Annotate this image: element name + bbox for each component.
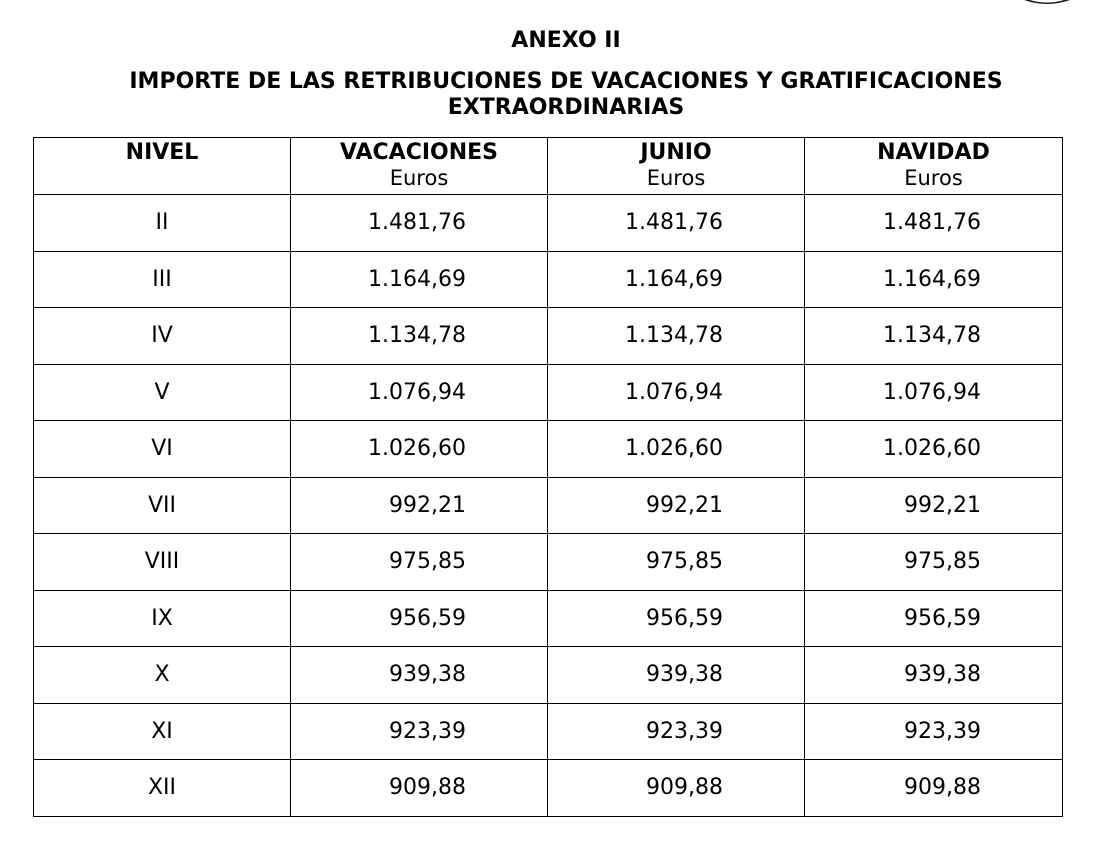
cell-level: III (34, 251, 291, 308)
table-row (34, 590, 1063, 647)
cell-junio: 1.164,69 (548, 251, 805, 308)
cell-vacaciones: 1.026,60 (291, 421, 548, 478)
cell-level: IX (34, 590, 291, 647)
cell-level: X (34, 647, 291, 704)
cell-junio: 909,88 (548, 760, 805, 817)
cell-vacaciones: 992,21 (291, 477, 548, 534)
header-unit: Euros (646, 166, 706, 190)
header-title: NIVEL (125, 140, 199, 165)
header-title: JUNIO (640, 140, 712, 165)
salary-table (33, 137, 1063, 817)
cell-level: II (34, 195, 291, 252)
cell-navidad: 939,38 (805, 647, 1063, 704)
header-junio (548, 138, 805, 195)
cell-navidad: 1.481,76 (805, 195, 1063, 252)
header-unit: Euros (389, 166, 449, 190)
cell-vacaciones: 909,88 (291, 760, 548, 817)
table-row (34, 421, 1063, 478)
cell-junio: 956,59 (548, 590, 805, 647)
header-nivel (34, 138, 291, 195)
table-row (34, 534, 1063, 591)
cell-vacaciones: 1.076,94 (291, 364, 548, 421)
header-vacaciones (291, 138, 548, 195)
cell-junio: 939,38 (548, 647, 805, 704)
cell-navidad: 909,88 (805, 760, 1063, 817)
cell-junio: 1.481,76 (548, 195, 805, 252)
cell-level: VI (34, 421, 291, 478)
cell-junio: 923,39 (548, 703, 805, 760)
document-title-line-2: EXTRAORDINARIAS (447, 95, 685, 120)
cell-junio: 975,85 (548, 534, 805, 591)
cell-level: VIII (34, 534, 291, 591)
header-unit: Euros (904, 166, 963, 190)
cell-level: XII (34, 760, 291, 817)
cell-level: VII (34, 477, 291, 534)
cell-navidad: 956,59 (805, 590, 1063, 647)
cell-level: V (34, 364, 291, 421)
cell-vacaciones: 923,39 (291, 703, 548, 760)
cell-navidad: 975,85 (805, 534, 1063, 591)
cell-vacaciones: 939,38 (291, 647, 548, 704)
cell-junio: 1.026,60 (548, 421, 805, 478)
cell-vacaciones: 956,59 (291, 590, 548, 647)
cell-vacaciones: 1.164,69 (291, 251, 548, 308)
cell-junio: 992,21 (548, 477, 805, 534)
table-row (34, 703, 1063, 760)
table-row (34, 308, 1063, 365)
table-row (34, 251, 1063, 308)
table-row (34, 760, 1063, 817)
header-title: VACACIONES (339, 140, 499, 165)
cell-navidad: 1.164,69 (805, 251, 1063, 308)
cell-vacaciones: 1.134,78 (291, 308, 548, 365)
cell-navidad: 923,39 (805, 703, 1063, 760)
document-title (12, 69, 1108, 121)
cell-navidad: 1.026,60 (805, 421, 1063, 478)
cell-navidad: 1.076,94 (805, 364, 1063, 421)
table-row (34, 477, 1063, 534)
seal-fragment-icon (1024, 0, 1070, 4)
cell-level: IV (34, 308, 291, 365)
table-row (34, 364, 1063, 421)
cell-navidad: 992,21 (805, 477, 1063, 534)
table-row (34, 647, 1063, 704)
cell-navidad: 1.134,78 (805, 308, 1063, 365)
cell-vacaciones: 1.481,76 (291, 195, 548, 252)
header-navidad (805, 138, 1063, 195)
table-header-row (34, 138, 1063, 195)
annex-title: ANEXO II (511, 28, 621, 53)
cell-junio: 1.134,78 (548, 308, 805, 365)
cell-junio: 1.076,94 (548, 364, 805, 421)
cell-vacaciones: 975,85 (291, 534, 548, 591)
cell-level: XI (34, 703, 291, 760)
document-title-line-1: IMPORTE DE LAS RETRIBUCIONES DE VACACIONES Y GRATIFICACIONES (129, 69, 1003, 94)
table-row (34, 195, 1063, 252)
header-title: NAVIDAD (877, 140, 990, 165)
